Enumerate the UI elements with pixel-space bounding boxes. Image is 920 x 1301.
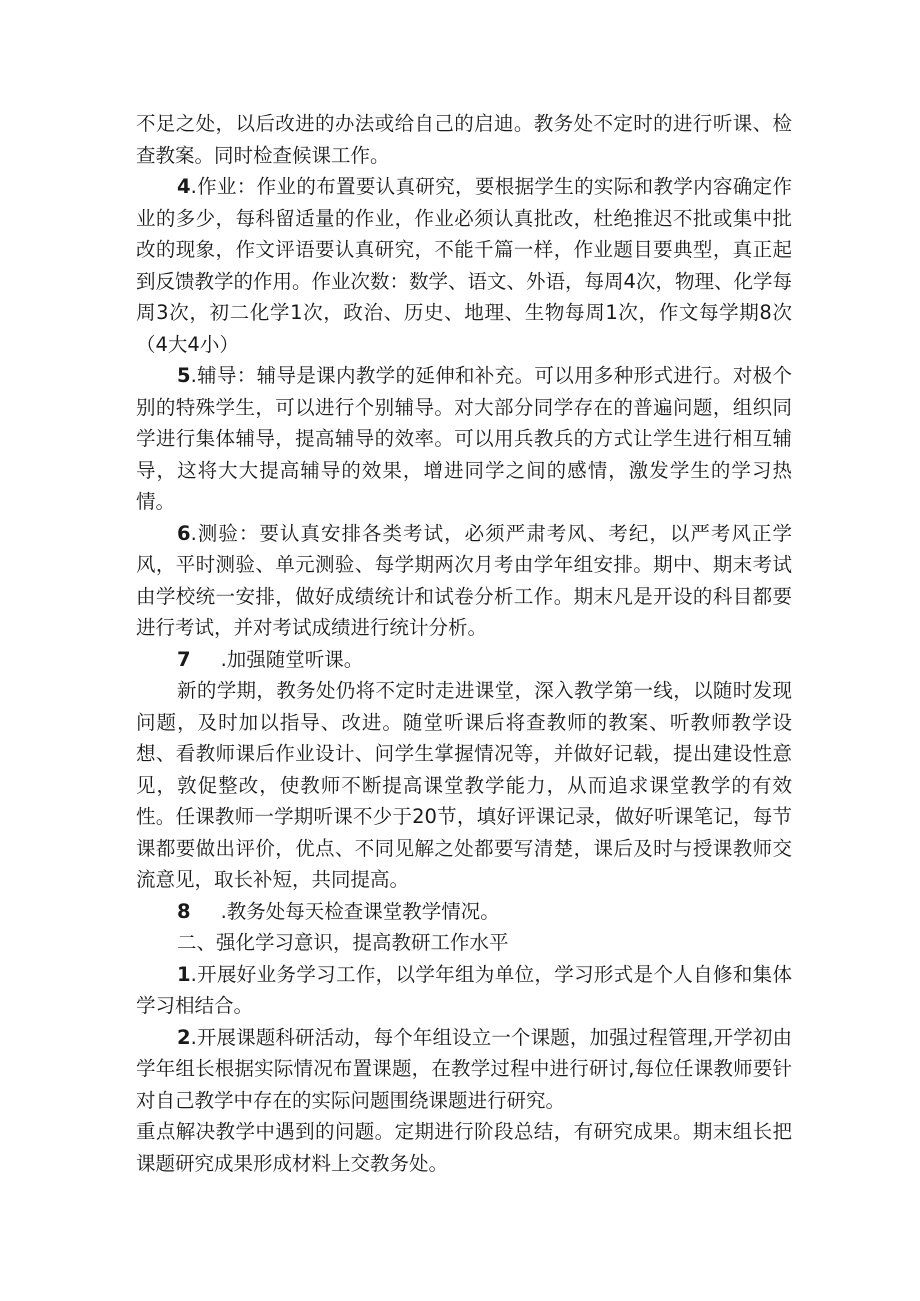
paragraph-text: 新的学期，教务处仍将不定时走进课堂，深入教学第一线，以随时发现问题，及时加以指导、改进。随堂听课后将查教师的教案、听教师教学设想、看教师课后作业设计、问学生掌握情况等，并做好记载，提出建设性意见，敦促整改，使教师不断提高课堂教学能力，从而追求课堂教学的有效性。任课教师一学期听课不少于20节，填好评课记录，做好听课笔记，每节课都要做出评价，优点、不同见解之处都要写清楚，课后及时与授课教师交流意见，取长补短，共同提高。 (136, 679, 792, 891)
paragraph-research (136, 1022, 792, 1117)
paragraph-observation-body (136, 675, 792, 896)
paragraph-text: .开展好业务学习工作，以学年组为单位，学习形式是个人自修和集体学习相结合。 (136, 962, 792, 1017)
paragraph-text: .测验：要认真安排各类考试，必须严肃考风、考纪，以严考风正学风，平时测验、单元测验、每学期两次月考由学年组安排。期中、期末考试由学校统一安排，做好成绩统计和试卷分析工作。期末凡是开设的科目都要进行考试，并对考试成绩进行统计分析。 (136, 521, 792, 639)
paragraph-homework (136, 171, 792, 360)
item-number: 4 (177, 175, 191, 198)
paragraph-text: .辅导：辅导是课内教学的延伸和补充。可以用多种形式进行。对极个别的特殊学生，可以进行个别辅导。对大部分同学存在的普遍问题，组织同学进行集体辅导，提高辅导的效率。可以用兵教兵的方式让学生进行相互辅导，这将大大提高辅导的效果，增进同学之间的感情，激发学生的学习热情。 (136, 364, 792, 513)
paragraph-observation-heading (136, 644, 792, 676)
paragraph-text: .加强随堂听课。 (220, 647, 364, 671)
item-number: 8 (177, 899, 191, 923)
paragraph-summary (136, 1116, 792, 1179)
document-body (136, 108, 792, 1179)
paragraph-text: .作业：作业的布置要认真研究，要根据学生的实际和教学内容确定作业的多少，每科留适量的作业，作业必须认真批改，杜绝推迟不批或集中批改的现象，作文评语要认真研究，不能千篇一样，作业题目要典型，真正起到反馈教学的作用。作业次数：数学、语文、外语，每周4次，物理、化学每周3次，初二化学1次，政治、历史、地理、生物每周1次，作文每学期8次（4大4小） (136, 175, 792, 356)
item-number: 6 (177, 521, 191, 545)
paragraph-tutoring (136, 360, 792, 518)
item-number: 1 (177, 962, 191, 986)
item-number: 5 (177, 364, 191, 387)
paragraph-study (136, 959, 792, 1022)
item-number: 7 (177, 647, 191, 671)
paragraph-testing (136, 518, 792, 644)
paragraph-text: .教务处每天检查课堂教学情况。 (220, 899, 500, 923)
paragraph-text: 不足之处，以后改进的办法或给自己的启迪。教务处不定时的进行听课、检查教案。同时检查候课工作。 (136, 112, 792, 167)
section-heading-text: 二、强化学习意识，提高教研工作水平 (177, 931, 509, 954)
paragraph-continued (136, 108, 792, 171)
paragraph-text: .开展课题科研活动，每个年组设立一个课题，加强过程管理,开学初由学年组长根据实际情况布置课题，在教学过程中进行研讨,每位任课教师要针对自己教学中存在的实际问题围绕课题进行研究。 (136, 1025, 792, 1112)
paragraph-daily-check (136, 896, 792, 928)
item-number: 2 (177, 1025, 191, 1049)
paragraph-text: 重点解决教学中遇到的问题。定期进行阶段总结，有研究成果。期末组长把课题研究成果形成材料上交教务处。 (136, 1120, 792, 1175)
section-heading-two (136, 927, 792, 959)
